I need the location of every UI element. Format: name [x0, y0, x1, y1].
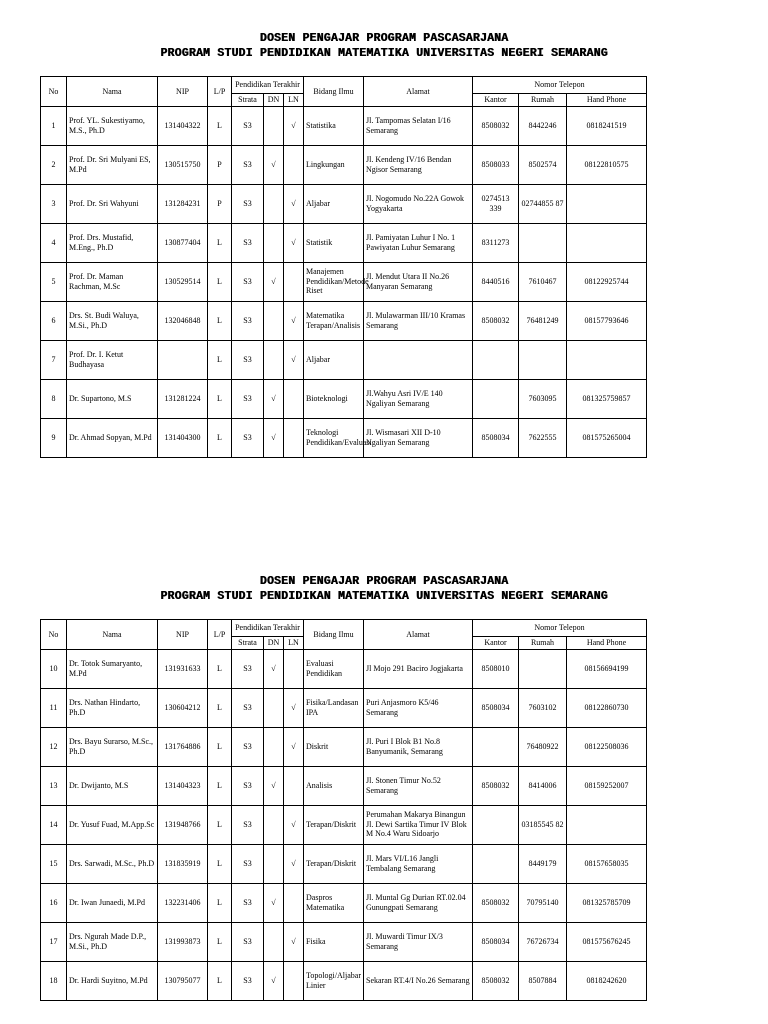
cell-strata: S3 — [232, 883, 264, 922]
cell-bidang: Statistik — [304, 223, 364, 262]
cell-kantor: 8508032 — [473, 301, 519, 340]
cell-kantor — [473, 340, 519, 379]
cell-dn — [264, 340, 284, 379]
cell-strata: S3 — [232, 223, 264, 262]
cell-dn: √ — [264, 379, 284, 418]
cell-bidang: Terapan/Diskrit — [304, 844, 364, 883]
cell-alamat: Puri Anjasmoro K5/46 Semarang — [364, 688, 473, 727]
cell-rumah: 03185545 82 — [519, 805, 567, 844]
cell-hp: 08156694199 — [567, 649, 647, 688]
cell-hp — [567, 340, 647, 379]
title-line-2: PROGRAM STUDI PENDIDIKAN MATEMATIKA UNIVERSITAS NEGERI SEMARANG — [160, 590, 608, 603]
header-rumah: Rumah — [519, 637, 567, 650]
header-hp: Hand Phone — [567, 637, 647, 650]
cell-dn: √ — [264, 418, 284, 457]
cell-strata: S3 — [232, 379, 264, 418]
cell-lp: L — [208, 106, 232, 145]
cell-lp: L — [208, 883, 232, 922]
table-row — [41, 262, 647, 301]
cell-nip: 130529514 — [158, 262, 208, 301]
table-row — [41, 301, 647, 340]
cell-dn — [264, 223, 284, 262]
lecturer-table-1 — [40, 76, 647, 458]
cell-rumah: 8449179 — [519, 844, 567, 883]
cell-kantor: 8311273 — [473, 223, 519, 262]
cell-nama: Drs. Sarwadi, M.Sc., Ph.D — [67, 844, 158, 883]
cell-nama: Prof. Dr. Sri Mulyani ES, M.Pd — [67, 145, 158, 184]
cell-no: 13 — [41, 766, 67, 805]
table-1-body — [41, 106, 647, 457]
cell-strata: S3 — [232, 262, 264, 301]
cell-rumah: 7622555 — [519, 418, 567, 457]
cell-strata: S3 — [232, 688, 264, 727]
cell-ln: √ — [284, 301, 304, 340]
cell-no: 7 — [41, 340, 67, 379]
header-ln: LN — [284, 94, 304, 107]
cell-kantor: 8508034 — [473, 418, 519, 457]
cell-no: 9 — [41, 418, 67, 457]
cell-strata: S3 — [232, 922, 264, 961]
cell-rumah — [519, 223, 567, 262]
cell-strata: S3 — [232, 301, 264, 340]
cell-no: 3 — [41, 184, 67, 223]
cell-rumah: 76726734 — [519, 922, 567, 961]
header-lp: L/P — [208, 77, 232, 107]
cell-nip: 131993873 — [158, 922, 208, 961]
cell-nama: Dr. Ahmad Sopyan, M.Pd — [67, 418, 158, 457]
cell-lp: L — [208, 961, 232, 1000]
cell-alamat — [364, 340, 473, 379]
table-row — [41, 727, 647, 766]
cell-alamat: Jl. Muwardi Timur IX/3 Semarang — [364, 922, 473, 961]
section1-title — [0, 31, 768, 61]
cell-hp: 08157658035 — [567, 844, 647, 883]
cell-strata: S3 — [232, 184, 264, 223]
cell-alamat: Jl. Wismasari XII D-10 Ngaliyan Semarang — [364, 418, 473, 457]
header-alamat: Alamat — [364, 620, 473, 650]
cell-no: 17 — [41, 922, 67, 961]
cell-nama: Prof. Dr. Maman Rachman, M.Sc — [67, 262, 158, 301]
cell-ln — [284, 262, 304, 301]
cell-rumah: 8507884 — [519, 961, 567, 1000]
cell-bidang: Matematika Terapan/Analisis — [304, 301, 364, 340]
cell-nip — [158, 340, 208, 379]
cell-nip: 131948766 — [158, 805, 208, 844]
cell-bidang: Daspros Matematika — [304, 883, 364, 922]
cell-hp: 081325759857 — [567, 379, 647, 418]
header-nama: Nama — [67, 620, 158, 650]
cell-nama: Dr. Hardi Suyitno, M.Pd — [67, 961, 158, 1000]
cell-ln: √ — [284, 688, 304, 727]
cell-hp: 081575265004 — [567, 418, 647, 457]
cell-kantor: 8508032 — [473, 106, 519, 145]
cell-dn — [264, 844, 284, 883]
cell-nip: 130604212 — [158, 688, 208, 727]
header-rumah: Rumah — [519, 94, 567, 107]
cell-bidang: Manajemen Pendidikan/Metode Riset — [304, 262, 364, 301]
cell-strata: S3 — [232, 805, 264, 844]
cell-no: 10 — [41, 649, 67, 688]
header-strata: Strata — [232, 637, 264, 650]
cell-nip: 131284231 — [158, 184, 208, 223]
cell-hp: 08159252007 — [567, 766, 647, 805]
cell-nip: 130795077 — [158, 961, 208, 1000]
header-pendidikan: Pendidikan Terakhir — [232, 77, 304, 94]
cell-lp: L — [208, 649, 232, 688]
cell-kantor: 8508032 — [473, 883, 519, 922]
cell-nip: 131404323 — [158, 766, 208, 805]
cell-ln: √ — [284, 922, 304, 961]
cell-strata: S3 — [232, 418, 264, 457]
cell-bidang: Lingkungan — [304, 145, 364, 184]
cell-hp — [567, 184, 647, 223]
cell-rumah: 8502574 — [519, 145, 567, 184]
cell-kantor: 8508032 — [473, 766, 519, 805]
cell-ln — [284, 418, 304, 457]
cell-hp: 08157793646 — [567, 301, 647, 340]
cell-alamat: Perumahan Makarya Binangun Jl. Dewi Sartika Timur IV Blok M No.4 Waru Sidoarjo — [364, 805, 473, 844]
header-nip: NIP — [158, 77, 208, 107]
cell-alamat: Jl. Tampomas Selatan I/16 Semarang — [364, 106, 473, 145]
cell-ln — [284, 961, 304, 1000]
cell-nama: Dr. Yusuf Fuad, M.App.Sc — [67, 805, 158, 844]
cell-rumah: 02744855 87 — [519, 184, 567, 223]
cell-lp: L — [208, 688, 232, 727]
cell-no: 14 — [41, 805, 67, 844]
cell-kantor: 0274513 339 — [473, 184, 519, 223]
cell-ln: √ — [284, 805, 304, 844]
cell-lp: L — [208, 922, 232, 961]
cell-no: 2 — [41, 145, 67, 184]
cell-ln — [284, 766, 304, 805]
cell-no: 4 — [41, 223, 67, 262]
cell-alamat: Jl. Puri I Blok B1 No.8 Banyumanik, Semarang — [364, 727, 473, 766]
section2-title — [0, 574, 768, 604]
header-alamat: Alamat — [364, 77, 473, 107]
cell-strata: S3 — [232, 340, 264, 379]
header-ln: LN — [284, 637, 304, 650]
cell-hp: 0818241519 — [567, 106, 647, 145]
cell-nama: Dr. Totok Sumaryanto, M.Pd — [67, 649, 158, 688]
header-nama: Nama — [67, 77, 158, 107]
cell-nip: 131404300 — [158, 418, 208, 457]
header-bidang: Bidang Ilmu — [304, 77, 364, 107]
table-row — [41, 418, 647, 457]
table-row — [41, 379, 647, 418]
cell-bidang: Bioteknologi — [304, 379, 364, 418]
table-row — [41, 340, 647, 379]
cell-bidang: Teknologi Pendidikan/Evaluasi — [304, 418, 364, 457]
cell-dn — [264, 106, 284, 145]
cell-alamat: Jl. Stonen Timur No.52 Semarang — [364, 766, 473, 805]
header-nip: NIP — [158, 620, 208, 650]
cell-nip: 131404322 — [158, 106, 208, 145]
cell-no: 1 — [41, 106, 67, 145]
cell-strata: S3 — [232, 766, 264, 805]
header-dn: DN — [264, 637, 284, 650]
cell-rumah: 8414006 — [519, 766, 567, 805]
cell-alamat: Jl. Muntal Gg Durian RT.02.04 Gunungpati Semarang — [364, 883, 473, 922]
cell-hp: 081575676245 — [567, 922, 647, 961]
cell-kantor: 8508032 — [473, 961, 519, 1000]
cell-nip: 130877404 — [158, 223, 208, 262]
cell-nip: 131931633 — [158, 649, 208, 688]
cell-nama: Prof. YL. Sukestiyarno, M.S., Ph.D — [67, 106, 158, 145]
cell-nama: Dr. Iwan Junaedi, M.Pd — [67, 883, 158, 922]
cell-no: 8 — [41, 379, 67, 418]
table-row — [41, 961, 647, 1000]
cell-bidang: Aljabar — [304, 184, 364, 223]
cell-dn — [264, 688, 284, 727]
cell-hp — [567, 805, 647, 844]
table-row — [41, 649, 647, 688]
cell-dn: √ — [264, 883, 284, 922]
cell-alamat: Jl. Pamiyatan Luhur I No. 1 Pawiyatan Luhur Semarang — [364, 223, 473, 262]
cell-dn — [264, 805, 284, 844]
cell-bidang: Diskrit — [304, 727, 364, 766]
cell-nama: Drs. Bayu Surarso, M.Sc., Ph.D — [67, 727, 158, 766]
cell-nip: 131281224 — [158, 379, 208, 418]
cell-ln: √ — [284, 340, 304, 379]
cell-bidang: Evaluasi Pendidikan — [304, 649, 364, 688]
header-telepon: Nomor Telepon — [473, 620, 647, 637]
title-line-1: DOSEN PENGAJAR PROGRAM PASCASARJANA — [259, 32, 509, 45]
cell-ln: √ — [284, 727, 304, 766]
cell-strata: S3 — [232, 727, 264, 766]
cell-ln — [284, 883, 304, 922]
cell-dn — [264, 922, 284, 961]
header-kantor: Kantor — [473, 637, 519, 650]
cell-alamat: Jl. Mendut Utara II No.26 Manyaran Semarang — [364, 262, 473, 301]
cell-nip: 132046848 — [158, 301, 208, 340]
cell-dn: √ — [264, 961, 284, 1000]
cell-nama: Drs. Nathan Hindarto, Ph.D — [67, 688, 158, 727]
cell-no: 11 — [41, 688, 67, 727]
cell-alamat: Sekaran RT.4/I No.26 Semarang — [364, 961, 473, 1000]
cell-kantor: 8508034 — [473, 688, 519, 727]
header-telepon: Nomor Telepon — [473, 77, 647, 94]
cell-kantor: 8440516 — [473, 262, 519, 301]
cell-nama: Dr. Supartono, M.S — [67, 379, 158, 418]
cell-bidang: Terapan/Diskrit — [304, 805, 364, 844]
cell-no: 16 — [41, 883, 67, 922]
cell-hp: 08122508036 — [567, 727, 647, 766]
lecturer-table-2 — [40, 619, 647, 1001]
cell-dn — [264, 184, 284, 223]
cell-hp: 081325785709 — [567, 883, 647, 922]
cell-kantor — [473, 727, 519, 766]
cell-dn — [264, 727, 284, 766]
cell-rumah: 7603102 — [519, 688, 567, 727]
cell-lp: L — [208, 844, 232, 883]
header-strata: Strata — [232, 94, 264, 107]
table-row — [41, 844, 647, 883]
cell-bidang: Statistika — [304, 106, 364, 145]
cell-rumah — [519, 649, 567, 688]
cell-bidang: Analisis — [304, 766, 364, 805]
cell-bidang: Topologi/Aljabar Linier — [304, 961, 364, 1000]
cell-nama: Prof. Dr. Sri Wahyuni — [67, 184, 158, 223]
header-no: No — [41, 77, 67, 107]
header-no: No — [41, 620, 67, 650]
cell-lp: L — [208, 223, 232, 262]
cell-ln: √ — [284, 844, 304, 883]
cell-alamat: Jl. Mars VI/L16 Jangli Tembalang Semarang — [364, 844, 473, 883]
cell-dn: √ — [264, 766, 284, 805]
cell-nama: Prof. Dr. I. Ketut Budhayasa — [67, 340, 158, 379]
header-hp: Hand Phone — [567, 94, 647, 107]
cell-rumah: 70795140 — [519, 883, 567, 922]
cell-nama: Drs. St. Budi Waluya, M.Si., Ph.D — [67, 301, 158, 340]
cell-lp: P — [208, 184, 232, 223]
cell-dn: √ — [264, 649, 284, 688]
cell-nip: 131835919 — [158, 844, 208, 883]
cell-no: 5 — [41, 262, 67, 301]
cell-nip: 132231406 — [158, 883, 208, 922]
table-row — [41, 145, 647, 184]
table-row — [41, 766, 647, 805]
cell-alamat: Jl. Kendeng IV/16 Bendan Ngisor Semarang — [364, 145, 473, 184]
cell-rumah: 76480922 — [519, 727, 567, 766]
header-bidang: Bidang Ilmu — [304, 620, 364, 650]
title-line-1: DOSEN PENGAJAR PROGRAM PASCASARJANA — [259, 575, 509, 588]
cell-ln: √ — [284, 184, 304, 223]
header-kantor: Kantor — [473, 94, 519, 107]
cell-rumah: 7603095 — [519, 379, 567, 418]
cell-hp: 0818242620 — [567, 961, 647, 1000]
cell-strata: S3 — [232, 649, 264, 688]
header-lp: L/P — [208, 620, 232, 650]
cell-nama: Prof. Drs. Mustafid, M.Eng., Ph.D — [67, 223, 158, 262]
header-dn: DN — [264, 94, 284, 107]
table-row — [41, 805, 647, 844]
cell-lp: L — [208, 262, 232, 301]
cell-bidang: Fisika/Landasan IPA — [304, 688, 364, 727]
cell-dn — [264, 301, 284, 340]
cell-lp: L — [208, 418, 232, 457]
table-row — [41, 922, 647, 961]
cell-nip: 130515750 — [158, 145, 208, 184]
header-pendidikan: Pendidikan Terakhir — [232, 620, 304, 637]
cell-kantor — [473, 805, 519, 844]
cell-nama: Drs. Ngurah Made D.P., M.Si., Ph.D — [67, 922, 158, 961]
table-row — [41, 184, 647, 223]
cell-kantor: 8508034 — [473, 922, 519, 961]
cell-dn: √ — [264, 262, 284, 301]
cell-strata: S3 — [232, 961, 264, 1000]
cell-bidang: Fisika — [304, 922, 364, 961]
cell-lp: L — [208, 766, 232, 805]
cell-lp: L — [208, 379, 232, 418]
table-row — [41, 223, 647, 262]
cell-nama: Dr. Dwijanto, M.S — [67, 766, 158, 805]
cell-kantor — [473, 379, 519, 418]
cell-hp: 08122860730 — [567, 688, 647, 727]
cell-ln: √ — [284, 223, 304, 262]
cell-no: 12 — [41, 727, 67, 766]
cell-strata: S3 — [232, 145, 264, 184]
cell-alamat: Jl.Wahyu Asri IV/E 140 Ngaliyan Semarang — [364, 379, 473, 418]
table-row — [41, 688, 647, 727]
cell-hp: 08122925744 — [567, 262, 647, 301]
cell-no: 15 — [41, 844, 67, 883]
cell-dn: √ — [264, 145, 284, 184]
cell-kantor: 8508033 — [473, 145, 519, 184]
cell-strata: S3 — [232, 106, 264, 145]
cell-no: 6 — [41, 301, 67, 340]
cell-rumah: 7610467 — [519, 262, 567, 301]
cell-ln — [284, 649, 304, 688]
cell-bidang: Aljabar — [304, 340, 364, 379]
cell-lp: L — [208, 727, 232, 766]
cell-lp: L — [208, 301, 232, 340]
cell-ln: √ — [284, 106, 304, 145]
cell-alamat: Jl. Nogomudo No.22A Gowok Yogyakarta — [364, 184, 473, 223]
table-row — [41, 883, 647, 922]
cell-hp: 08122810575 — [567, 145, 647, 184]
cell-kantor: 8508010 — [473, 649, 519, 688]
cell-rumah: 76481249 — [519, 301, 567, 340]
cell-ln — [284, 379, 304, 418]
cell-strata: S3 — [232, 844, 264, 883]
cell-alamat: Jl Mojo 291 Baciro Jogjakarta — [364, 649, 473, 688]
cell-rumah — [519, 340, 567, 379]
title-line-2: PROGRAM STUDI PENDIDIKAN MATEMATIKA UNIVERSITAS NEGERI SEMARANG — [160, 47, 608, 60]
cell-rumah: 8442246 — [519, 106, 567, 145]
cell-hp — [567, 223, 647, 262]
cell-lp: L — [208, 340, 232, 379]
cell-lp: P — [208, 145, 232, 184]
cell-kantor — [473, 844, 519, 883]
cell-lp: L — [208, 805, 232, 844]
cell-nip: 131764886 — [158, 727, 208, 766]
table-2-body — [41, 649, 647, 1000]
table-row — [41, 106, 647, 145]
cell-ln — [284, 145, 304, 184]
cell-alamat: Jl. Mulawarman III/10 Kramas Semarang — [364, 301, 473, 340]
cell-no: 18 — [41, 961, 67, 1000]
